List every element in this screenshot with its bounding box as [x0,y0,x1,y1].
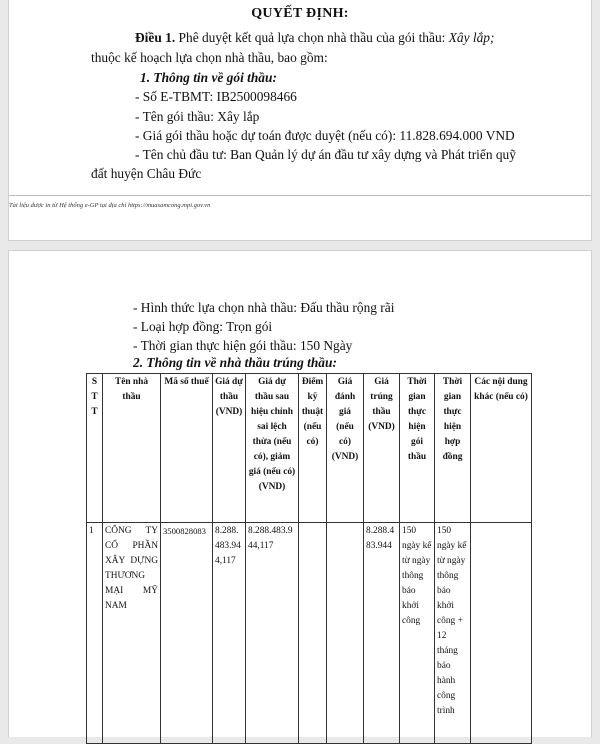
col-header-contractor-name: Tên nhà thầu [103,374,161,523]
table-header-row [87,374,532,523]
info-item-package-price: - Giá gói thầu hoặc dự toán được duyệt (nếu có): 11.828.694.000 VND [135,128,515,143]
article-1-continuation: thuộc kế hoạch lựa chọn nhà thầu, bao gồm: [91,50,328,65]
col-header-package-duration: Thời gian thực hiện gói thầu [400,374,435,523]
section-2-heading: 2. Thông tin về nhà thầu trúng thầu: [133,355,337,370]
section-1-heading: 1. Thông tin về gói thầu: [140,70,277,85]
cell-tax-code: 3500828083 [161,523,213,744]
col-header-tax-code: Mã số thuế [161,374,213,523]
col-header-bid-price: Giá dự thầu (VND) [213,374,246,523]
article-label: Điều 1. [135,30,176,45]
footer-note: Tài liệu được in từ Hệ thống e-GP tại địa chỉ https://muasamcong.mpi.gov.vn [9,202,211,209]
footer-divider [9,195,591,196]
cell-winning-price: 8.288.483.944 [364,523,400,744]
col-header-technical-score: Điểm kỹ thuật (nếu có) [299,374,327,523]
table-row [87,523,532,744]
col-header-contract-duration: Thời gian thực hiện hợp đồng [435,374,471,523]
cell-adjusted-bid-price: 8.288.483.944,117 [246,523,299,744]
package-name-italic: Xây lắp; [448,30,495,45]
col-header-adjusted-bid-price: Giá dự thầu sau hiệu chỉnh sai lệch thừa (nếu có), giảm giá (nếu có) (VND) [246,374,299,523]
cell-other-content [471,523,532,744]
info-item-selection-method: - Hình thức lựa chọn nhà thầu: Đấu thầu rộng rãi [133,300,395,315]
info-item-duration: - Thời gian thực hiện gói thầu: 150 Ngày [133,338,353,353]
col-header-other-content: Các nội dung khác (nếu có) [471,374,532,523]
cell-technical-score [299,523,327,744]
decision-title: QUYẾT ĐỊNH: [251,6,349,21]
cell-package-duration: 150 ngày kể từ ngày thông báo khởi công [400,523,435,744]
col-header-stt: STT [87,374,103,523]
info-item-package-name: - Tên gói thầu: Xây lắp [135,109,260,124]
cell-stt: 1 [87,523,103,744]
article-text: Phê duyệt kết quả lựa chọn nhà thầu của gói thầu: [178,30,446,45]
cell-contract-duration: 150 ngày kể từ ngày thông báo khởi công + 12 tháng bảo hành công trình [435,523,471,744]
info-item-investor: - Tên chủ đầu tư: Ban Quản lý dự án đầu tư xây dựng và Phát triển quỹ [135,147,516,162]
cell-evaluated-price [327,523,364,744]
cell-contractor-name: CÔNG TY CỔ PHẦN XÂY DỰNG THƯƠNG MẠI MỸ NAM [103,523,161,744]
info-item-tbmt: - Số E-TBMT: IB2500098466 [135,89,297,104]
document-page-2 [8,250,592,737]
document-page-1 [8,0,592,241]
cell-bid-price: 8.288.483.944,117 [213,523,246,744]
col-header-evaluated-price: Giá đánh giá (nếu có) (VND) [327,374,364,523]
article-1-line [135,30,494,46]
info-item-investor-cont: đất huyện Châu Đức [91,166,202,181]
info-item-contract-type: - Loại hợp đồng: Trọn gói [133,319,273,334]
winning-bidder-table [86,373,532,744]
col-header-winning-price: Giá trúng thầu (VND) [364,374,400,523]
